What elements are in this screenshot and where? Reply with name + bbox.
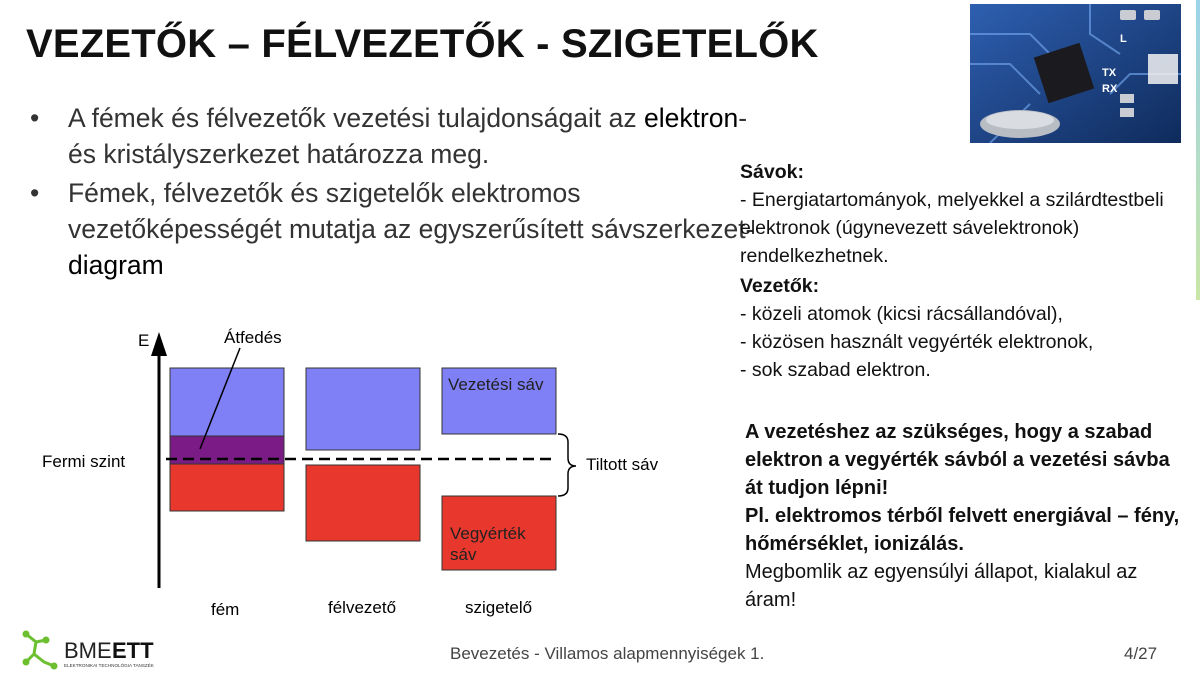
semiconductor-valence-band: [306, 465, 420, 541]
bullet-text-post: - és kristályszerkezet határozza meg.: [68, 103, 748, 169]
circuit-logo-icon: [26, 634, 54, 666]
bullet-list: [30, 100, 770, 286]
bullet-text-emph: diagram: [68, 250, 164, 280]
slide-title: VEZETŐK – FÉLVEZETŐK - SZIGETELŐK: [26, 22, 819, 66]
category-label-semiconductor: félvezető: [328, 598, 397, 617]
page-number: 4/27: [1124, 644, 1158, 663]
bullet-text-pre: A fémek és félvezetők vezetési tulajdonságait az: [68, 103, 644, 133]
logo-text-bme: BME: [64, 638, 112, 663]
bullet-item-1: [30, 100, 770, 172]
bullet-text-pre: Fémek, félvezetők és szigetelők elektromos vezetőképességét mutatja az egyszerűsített sávszerkezet-: [68, 178, 755, 244]
conduction-note-bold: A vezetéshez az szükséges, hogy a szabad elektron a vegyérték sávból a vezetési sávba át tudjon lépni!: [745, 421, 1170, 499]
svg-text:TX: TX: [1102, 67, 1117, 79]
vezetok-heading: Vezetők:: [740, 275, 820, 297]
conduction-band-label: Vezetési sáv: [448, 375, 544, 394]
band-diagram: [30, 320, 710, 620]
vezetok-line: - közösen használt vegyérték elektronok,: [740, 331, 1094, 353]
svg-text:L: L: [1120, 33, 1127, 45]
forbidden-gap-brace: [558, 434, 576, 496]
conduction-note: [745, 418, 1190, 614]
overlap-label: Átfedés: [224, 328, 282, 347]
semiconductor-conduction-band: [306, 368, 420, 450]
bullet-dot: •: [30, 178, 40, 208]
metal-valence-band: [170, 464, 284, 511]
right-notes: [740, 158, 1185, 384]
bullet-item-2: [30, 175, 770, 283]
circuit-board-photo: [970, 4, 1181, 143]
bullet-dot: •: [30, 103, 40, 133]
forbidden-label: Tiltott sáv: [586, 455, 659, 474]
logo-text-ett: ETT: [112, 638, 154, 663]
vezetok-line: - sok szabad elektron.: [740, 359, 931, 381]
energy-axis-arrow: [151, 332, 167, 356]
conduction-note-bold: Pl. elektromos térből felvett energiával – fény, hőmérséklet, ionizálás.: [745, 505, 1180, 555]
energy-axis-label: E: [138, 331, 150, 350]
vezetok-line: - közeli atomok (kicsi rácsállandóval),: [740, 303, 1063, 325]
conduction-note-normal: Megbomlik az egyensúlyi állapot, kialakul az áram!: [745, 561, 1138, 611]
fermi-label: Fermi szint: [42, 452, 126, 471]
valence-band-label-1: Vegyérték: [450, 524, 526, 543]
category-label-metal: fém: [211, 600, 240, 619]
savok-heading: Sávok:: [740, 161, 804, 183]
accent-bar: [1196, 0, 1200, 300]
svg-text:RX: RX: [1102, 83, 1118, 95]
savok-text: - Energiatartományok, melyekkel a szilárdtestbeli elektronok (úgynevezett sávelektronok) rendelkezhetnek.: [740, 189, 1164, 267]
category-label-insulator: szigetelő: [465, 598, 533, 617]
logo-subtext: ELEKTRONIKAI TECHNOLÓGIA TANSZÉK: [64, 663, 154, 668]
valence-band-label-2: sáv: [450, 545, 477, 564]
bmeett-logo: [20, 628, 180, 672]
bullet-text-emph: elektron: [643, 103, 739, 133]
footer-caption: Bevezetés - Villamos alapmennyiségek 1.: [450, 644, 765, 663]
metal-conduction-band: [170, 368, 284, 436]
